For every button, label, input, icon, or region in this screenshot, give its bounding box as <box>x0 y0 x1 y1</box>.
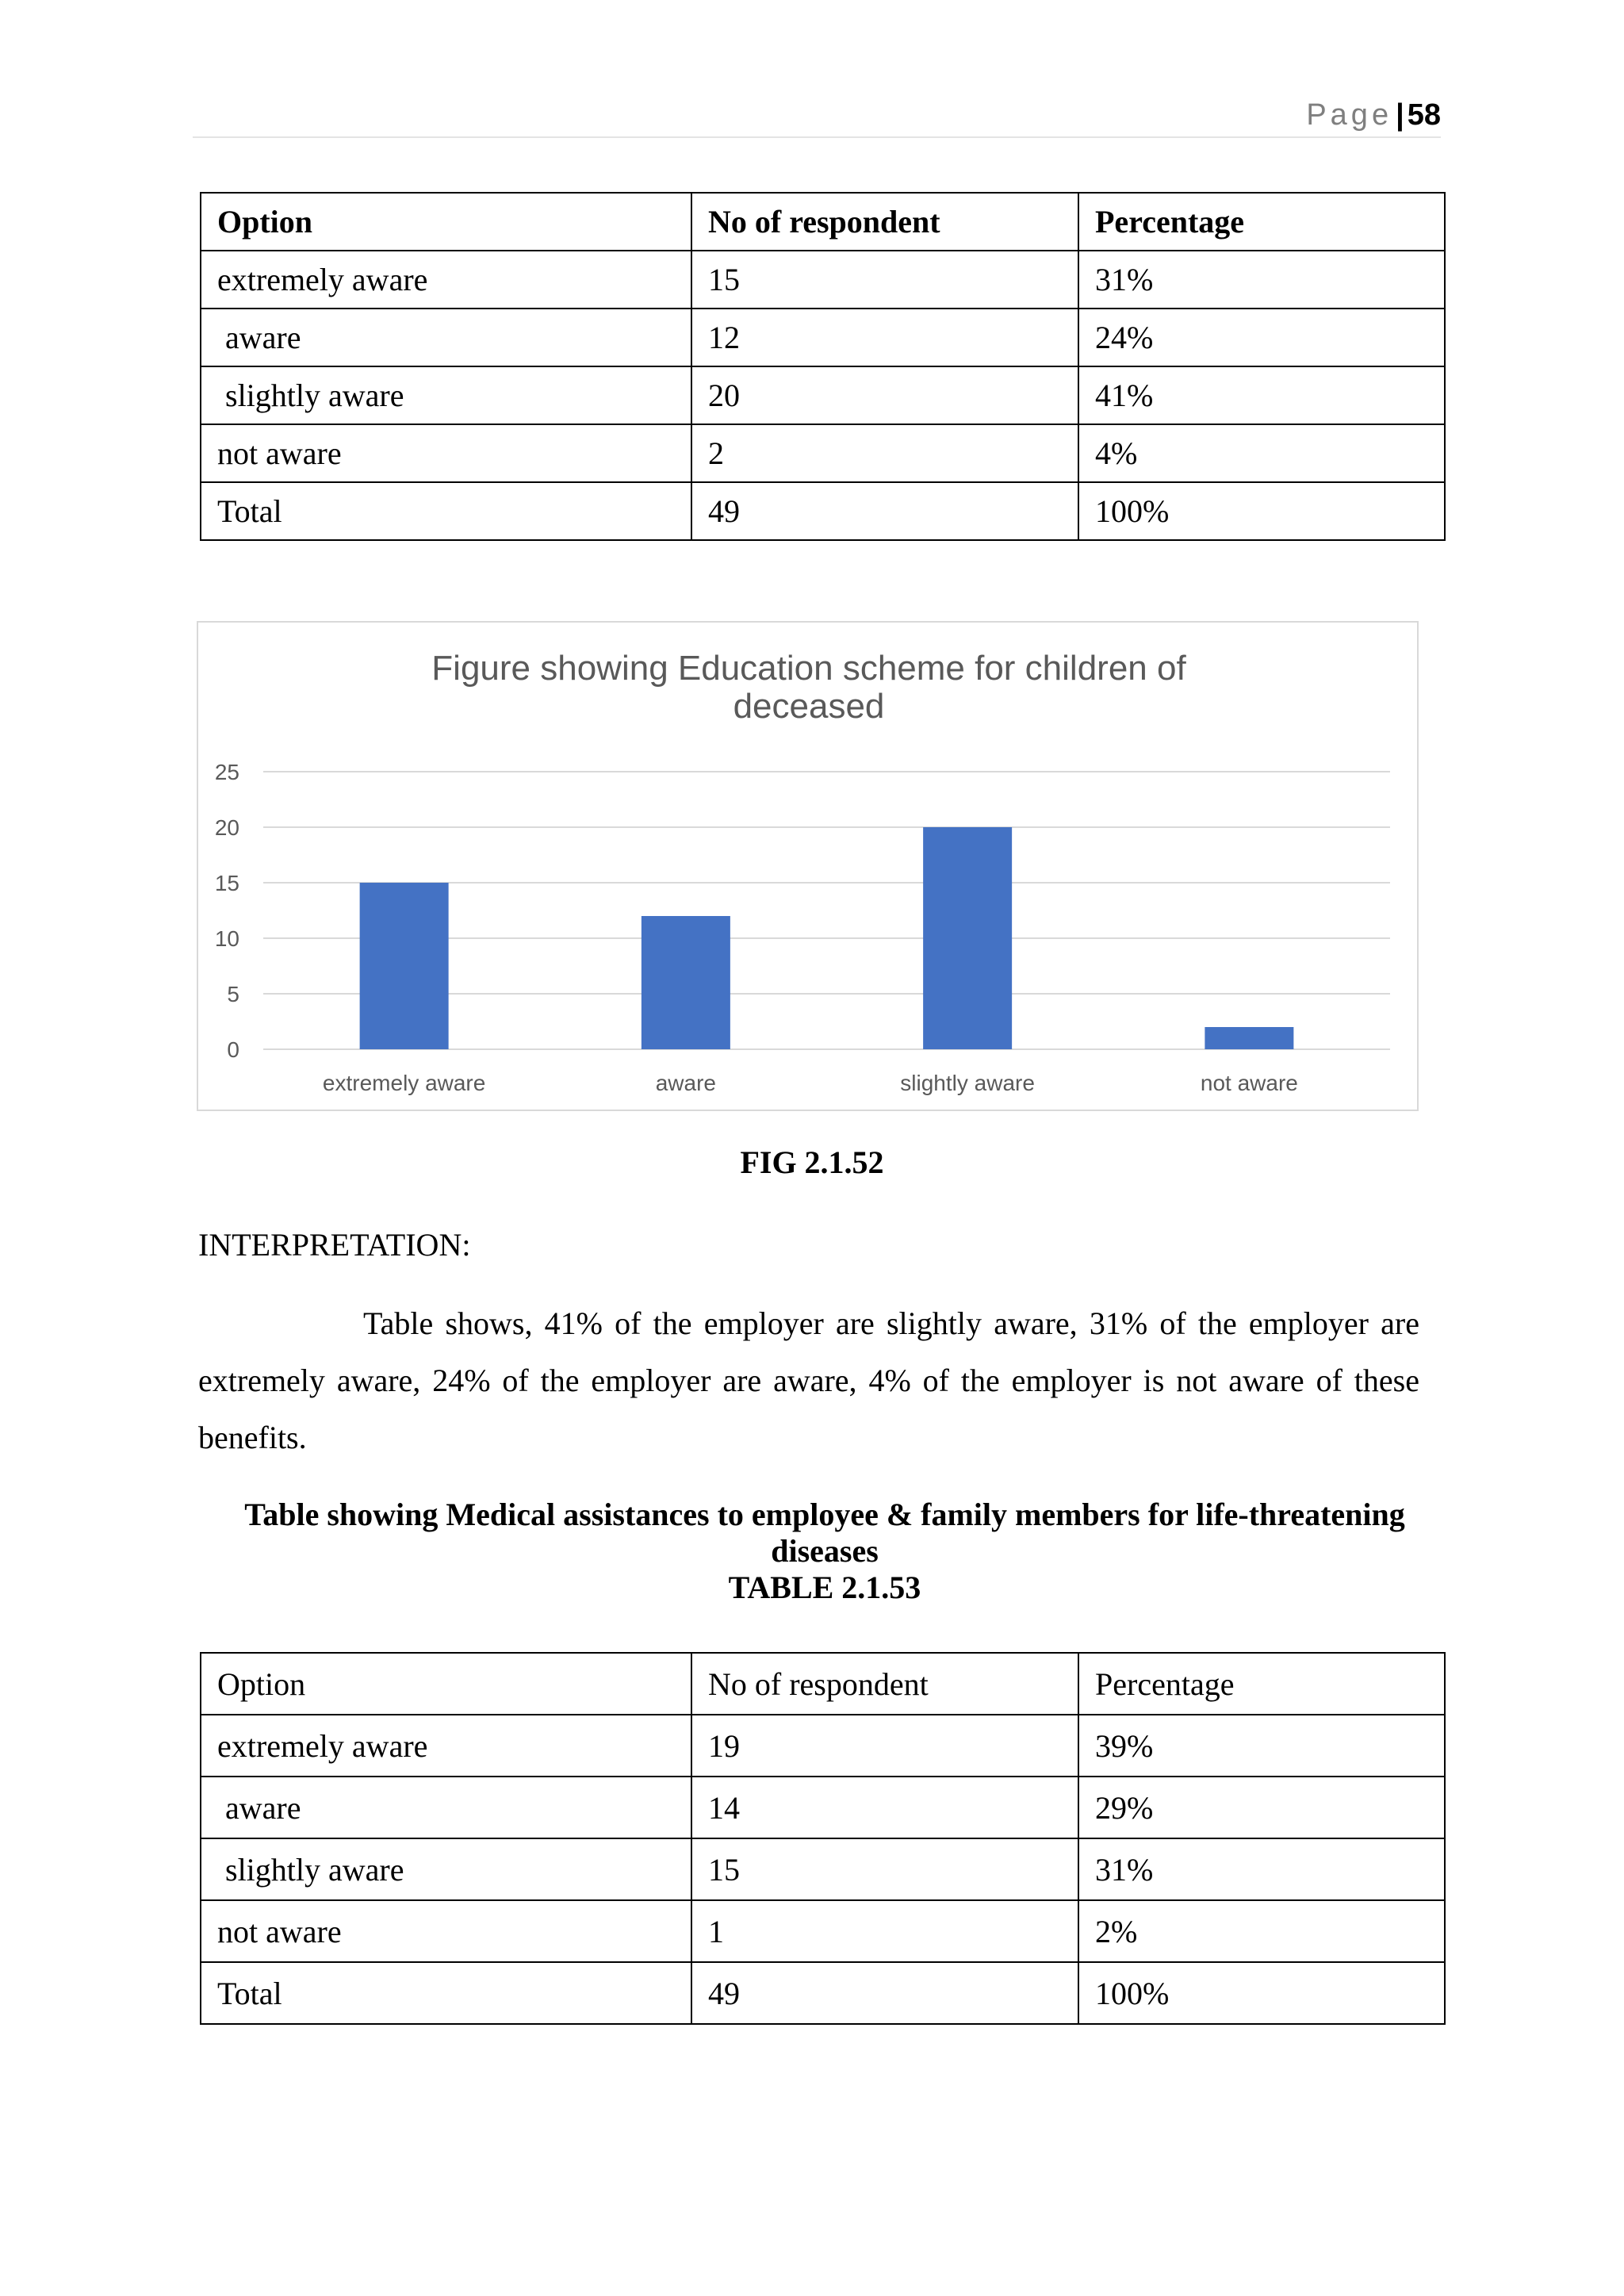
page-separator: | <box>1396 98 1404 132</box>
column-header-option: Option <box>201 1653 691 1715</box>
x-tick-label: slightly aware <box>900 1071 1035 1095</box>
bar <box>642 916 730 1049</box>
table-title-line: diseases <box>771 1533 879 1569</box>
x-tick-label: not aware <box>1200 1071 1298 1095</box>
page-number-label <box>1306 98 1441 132</box>
table-row <box>201 1900 1445 1962</box>
table-cell-percentage: 29% <box>1078 1777 1445 1838</box>
table-cell-percentage: 100% <box>1078 1962 1445 2024</box>
table-cell-percentage: 4% <box>1078 424 1445 482</box>
table-cell-percentage: 41% <box>1078 366 1445 424</box>
table-row <box>201 1838 1445 1900</box>
table-row <box>201 424 1445 482</box>
chart-canvas <box>198 623 1420 1113</box>
interpretation-paragraph: Table shows, 41% of the employer are slightly aware, 31% of the employer are extremely aware, 24% of the employer are aware, 4% of the employer is not aware of these benefits. <box>198 1305 1419 1455</box>
table-cell-option: not aware <box>201 1900 691 1962</box>
table-header-row <box>201 193 1445 251</box>
table-cell-option: Total <box>201 482 691 540</box>
awareness-table-education-scheme <box>200 192 1446 541</box>
page-word: Page <box>1306 98 1393 132</box>
table-title-line: Table showing Medical assistances to employee & family members for life-threatening <box>244 1497 1405 1532</box>
table-number-label: TABLE 2.1.53 <box>728 1570 921 1605</box>
table-header-row <box>201 1653 1445 1715</box>
table-row-total <box>201 1962 1445 2024</box>
bar-chart-education-scheme <box>197 621 1419 1111</box>
y-tick-label: 25 <box>214 760 239 784</box>
page-header <box>193 95 1441 138</box>
page-number: 58 <box>1407 98 1441 132</box>
column-header-option: Option <box>201 193 691 251</box>
table-cell-option: aware <box>201 1777 691 1838</box>
chart-title: Figure showing Education scheme for children of <box>431 649 1186 688</box>
table-cell-percentage: 24% <box>1078 309 1445 366</box>
table-row-total <box>201 482 1445 540</box>
y-tick-label: 10 <box>214 926 239 951</box>
x-tick-label: extremely aware <box>322 1071 486 1095</box>
table-cell-respondents: 20 <box>691 366 1078 424</box>
table-cell-percentage: 2% <box>1078 1900 1445 1962</box>
figure-caption: FIG 2.1.52 <box>740 1144 884 1180</box>
table-cell-respondents: 49 <box>691 482 1078 540</box>
column-header-percentage: Percentage <box>1078 193 1445 251</box>
table-cell-respondents: 1 <box>691 1900 1078 1962</box>
table-cell-percentage: 31% <box>1078 1838 1445 1900</box>
table-cell-percentage: 100% <box>1078 482 1445 540</box>
table-cell-respondents: 15 <box>691 251 1078 309</box>
table-cell-respondents: 14 <box>691 1777 1078 1838</box>
table-row <box>201 1715 1445 1777</box>
table-cell-respondents: 2 <box>691 424 1078 482</box>
table-row <box>201 251 1445 309</box>
column-header-percentage: Percentage <box>1078 1653 1445 1715</box>
table-cell-percentage: 39% <box>1078 1715 1445 1777</box>
table-row <box>201 309 1445 366</box>
table-row <box>201 1777 1445 1838</box>
x-tick-label: aware <box>655 1071 717 1095</box>
table-cell-option: not aware <box>201 424 691 482</box>
chart-title-line-2: deceased <box>733 687 885 726</box>
column-header-respondents: No of respondent <box>691 193 1078 251</box>
table-cell-respondents: 19 <box>691 1715 1078 1777</box>
y-tick-label: 15 <box>214 871 239 895</box>
table-cell-respondents: 12 <box>691 309 1078 366</box>
y-tick-label: 20 <box>214 815 239 840</box>
table-cell-percentage: 31% <box>1078 251 1445 309</box>
awareness-table-medical-assistance <box>200 1652 1446 2025</box>
bar <box>1205 1027 1293 1049</box>
table-cell-respondents: 49 <box>691 1962 1078 2024</box>
table-title-medical-assistance <box>198 1497 1451 1606</box>
table-cell-option: slightly aware <box>201 1838 691 1900</box>
table-cell-option: extremely aware <box>201 251 691 309</box>
table-row <box>201 366 1445 424</box>
y-tick-label: 0 <box>227 1037 239 1062</box>
y-tick-label: 5 <box>227 982 239 1006</box>
bar <box>923 827 1012 1049</box>
column-header-respondents: No of respondent <box>691 1653 1078 1715</box>
table-cell-option: Total <box>201 1962 691 2024</box>
bar <box>360 883 449 1049</box>
table-cell-option: extremely aware <box>201 1715 691 1777</box>
interpretation-heading: INTERPRETATION: <box>198 1227 471 1263</box>
table-cell-respondents: 15 <box>691 1838 1078 1900</box>
table-cell-option: slightly aware <box>201 366 691 424</box>
table-cell-option: aware <box>201 309 691 366</box>
